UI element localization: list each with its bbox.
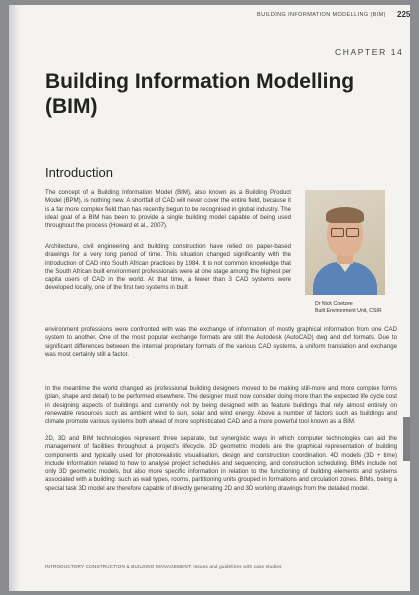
paragraph-concept: The concept of a Building Information Model (BIM), also known as a Building Product Model (BPM), is nothing new. A shortfall of CAD will never cover the entire field, because it is a far more complex field than has recently begun to be recognised in global industry. The ideal goal of a BIM has been to provide a single building model capable of being used throughout the process (Howard et al., 2007). <box>45 189 291 230</box>
paragraph-changes: In the meantime the world changed as professional building designers moved to be making still-more and more complex forms (plan, shape and detail) to be performed elsewhere. The designer must now consider doing more than the expected life cycle cost in designing aspects of buildings and currently not by being designed with as feature buildings that rely almost entirely on renewable resources such as ambient wind to sun, solar and wind energy. Above a number of factors such as buildings and climate promote various systems both ahead of more sophisticated CAD and a more powerful tool known as a BIM. <box>45 385 397 426</box>
portrait-caption <box>315 301 395 315</box>
chapter-side-tab <box>403 417 410 461</box>
paragraph-history: Architecture, civil engineering and building construction have relied on paper-based drawings for a very long period of time. This situation changed significantly with the introduction of CAD into South African practices by 1984. It is not common knowledge that the South African built environment professionals were at one stage among the highest per capita users of CAD in the world. At that time, a fewer than 3 CAD systems were developed locally, one of the first two systems in built <box>45 243 291 292</box>
author-portrait <box>305 190 385 295</box>
page-footer: INTRODUCTORY CONSTRUCTION & BUILDING MANAGEMENT: Issues and guidelines with case studies <box>45 564 282 569</box>
portrait-hair <box>326 207 364 223</box>
paragraph-exchange: environment professions were confronted with was the exchange of information of mostly graphical information from one CAD system to another. One of the most popular exchange formats are still the Autodesk (AutoCAD) dwg and dxf formats. Due to significant differences between the internal proprietary formats of the various CAD systems, a uniform translation and exchange was most certainly still a factor. <box>45 326 397 358</box>
paragraph-technologies: 2D, 3D and BIM technologies represent three separate, but synergistic ways in which computer technologies can aid the management of facilities throughout a project's lifecycle. 3D geometric models are the graphical representation of building components and typically used for photorealistic visualisation, design and construction coordination. 4D models (3D + time) include information related to how to analyse project schedules and sequencing, and construction scheduling. BIMs include not only 3D geometric models, but also more specific information in relation to the functioning of building elements and systems associated with a building: such as wall types, rooms, partitioning units grouped in formations and circulation zones. BIMs, being a special task 3D model are therefore capable of directly generating 2D and 3D working drawings from the detailed model. <box>45 435 397 492</box>
caption-name: Dr Nick Coetzee <box>315 301 353 307</box>
section-heading: Introduction <box>45 165 113 180</box>
book-spine-shadow <box>9 5 21 591</box>
running-header: BUILDING INFORMATION MODELLING (BIM) <box>257 12 386 18</box>
chapter-title: Building Information Modelling (BIM) <box>45 70 355 118</box>
portrait-lens-right <box>346 228 359 237</box>
portrait-glasses <box>331 228 359 236</box>
portrait-lens-left <box>331 228 344 237</box>
caption-role: Built Environment Unit, CSIR <box>315 308 382 315</box>
page-number: 225 <box>397 10 410 19</box>
book-page <box>9 5 410 591</box>
chapter-label: CHAPTER 14 <box>335 47 404 57</box>
